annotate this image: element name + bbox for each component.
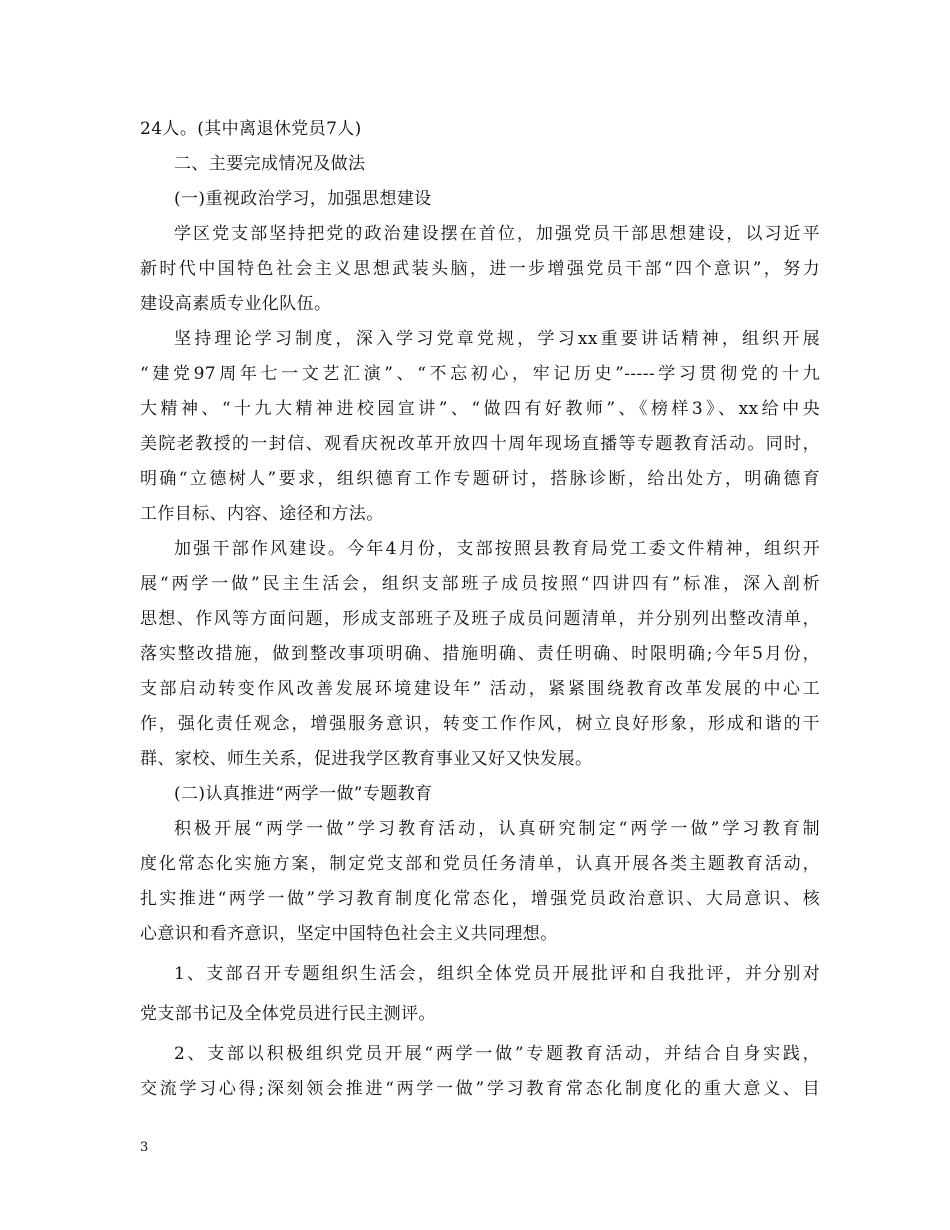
- subsection-heading: (一)重视政治学习，加强思想建设: [174, 189, 432, 209]
- list-item-line: 党支部书记及全体党员进行民主测评。: [140, 1004, 436, 1024]
- paragraph-line: “建党97周年七一文艺汇演”、“不忘初心，牢记历史”-----学习贯彻党的十九: [140, 364, 820, 384]
- paragraph-line: 作，强化责任观念，增强服务意识，转变工作作风，树立良好形象，形成和谐的干: [140, 714, 820, 734]
- paragraph-line: 思想、作风等方面问题，形成支部班子及班子成员问题清单，并分别列出整改清单，: [140, 609, 820, 629]
- paragraph-line: 坚持理论学习制度，深入学习党章党规，学习xx重要讲话精神，组织开展: [174, 329, 820, 349]
- section-heading: 二、主要完成情况及做法: [174, 154, 366, 174]
- paragraph-line: 工作目标、内容、途径和方法。: [140, 504, 384, 524]
- text-line: 24人。(其中离退休党员7人): [140, 119, 362, 139]
- list-item-line: 交流学习心得;深刻领会推进“两学一做”学习教育常态化制度化的重大意义、目: [140, 1079, 820, 1099]
- paragraph-line: 度化常态化实施方案，制定党支部和党员任务清单，认真开展各类主题教育活动，: [140, 854, 820, 874]
- paragraph-line: 展“两学一做”民主生活会，组织支部班子成员按照“四讲四有”标准，深入剖析: [140, 574, 820, 594]
- paragraph-line: 加强干部作风建设。今年4月份，支部按照县教育局党工委文件精神，组织开: [174, 539, 820, 559]
- paragraph-line: 大精神、“十九大精神进校园宣讲”、“做四有好教师”、《榜样3》、xx给中央: [140, 399, 820, 419]
- paragraph-line: 明确“立德树人”要求，组织德育工作专题研讨，搭脉诊断，给出处方，明确德育: [140, 469, 820, 489]
- paragraph-line: 积极开展“两学一做”学习教育活动，认真研究制定“两学一做”学习教育制: [174, 819, 820, 839]
- paragraph-line: 群、家校、师生关系，促进我学区教育事业又好又快发展。: [140, 749, 593, 769]
- paragraph-line: 建设高素质专业化队伍。: [140, 294, 332, 314]
- paragraph-line: 美院老教授的一封信、观看庆祝改革开放四十周年现场直播等专题教育活动。同时，: [140, 434, 820, 454]
- paragraph-line: 支部启动转变作风改善发展环境建设年” 活动，紧紧围绕教育改革发展的中心工: [140, 679, 820, 699]
- paragraph-line: 扎实推进“两学一做”学习教育制度化常态化，增强党员政治意识、大局意识、核: [140, 889, 820, 909]
- paragraph-line: 落实整改措施，做到整改事项明确、措施明确、责任明确、时限明确;今年5月份，: [140, 644, 820, 664]
- page-number: 3: [140, 1140, 149, 1155]
- subsection-heading: (二)认真推进“两学一做”专题教育: [174, 784, 433, 804]
- list-item-line: 1、支部召开专题组织生活会，组织全体党员开展批评和自我批评，并分别对: [174, 964, 820, 984]
- paragraph-line: 新时代中国特色社会主义思想武装头脑，进一步增强党员干部“四个意识”，努力: [140, 259, 820, 279]
- list-item-line: 2、支部以积极组织党员开展“两学一做”专题教育活动，并结合自身实践，: [174, 1044, 820, 1064]
- paragraph-line: 心意识和看齐意识，坚定中国特色社会主义共同理想。: [140, 924, 558, 944]
- paragraph-line: 学区党支部坚持把党的政治建设摆在首位，加强党员干部思想建设，以习近平: [174, 224, 820, 244]
